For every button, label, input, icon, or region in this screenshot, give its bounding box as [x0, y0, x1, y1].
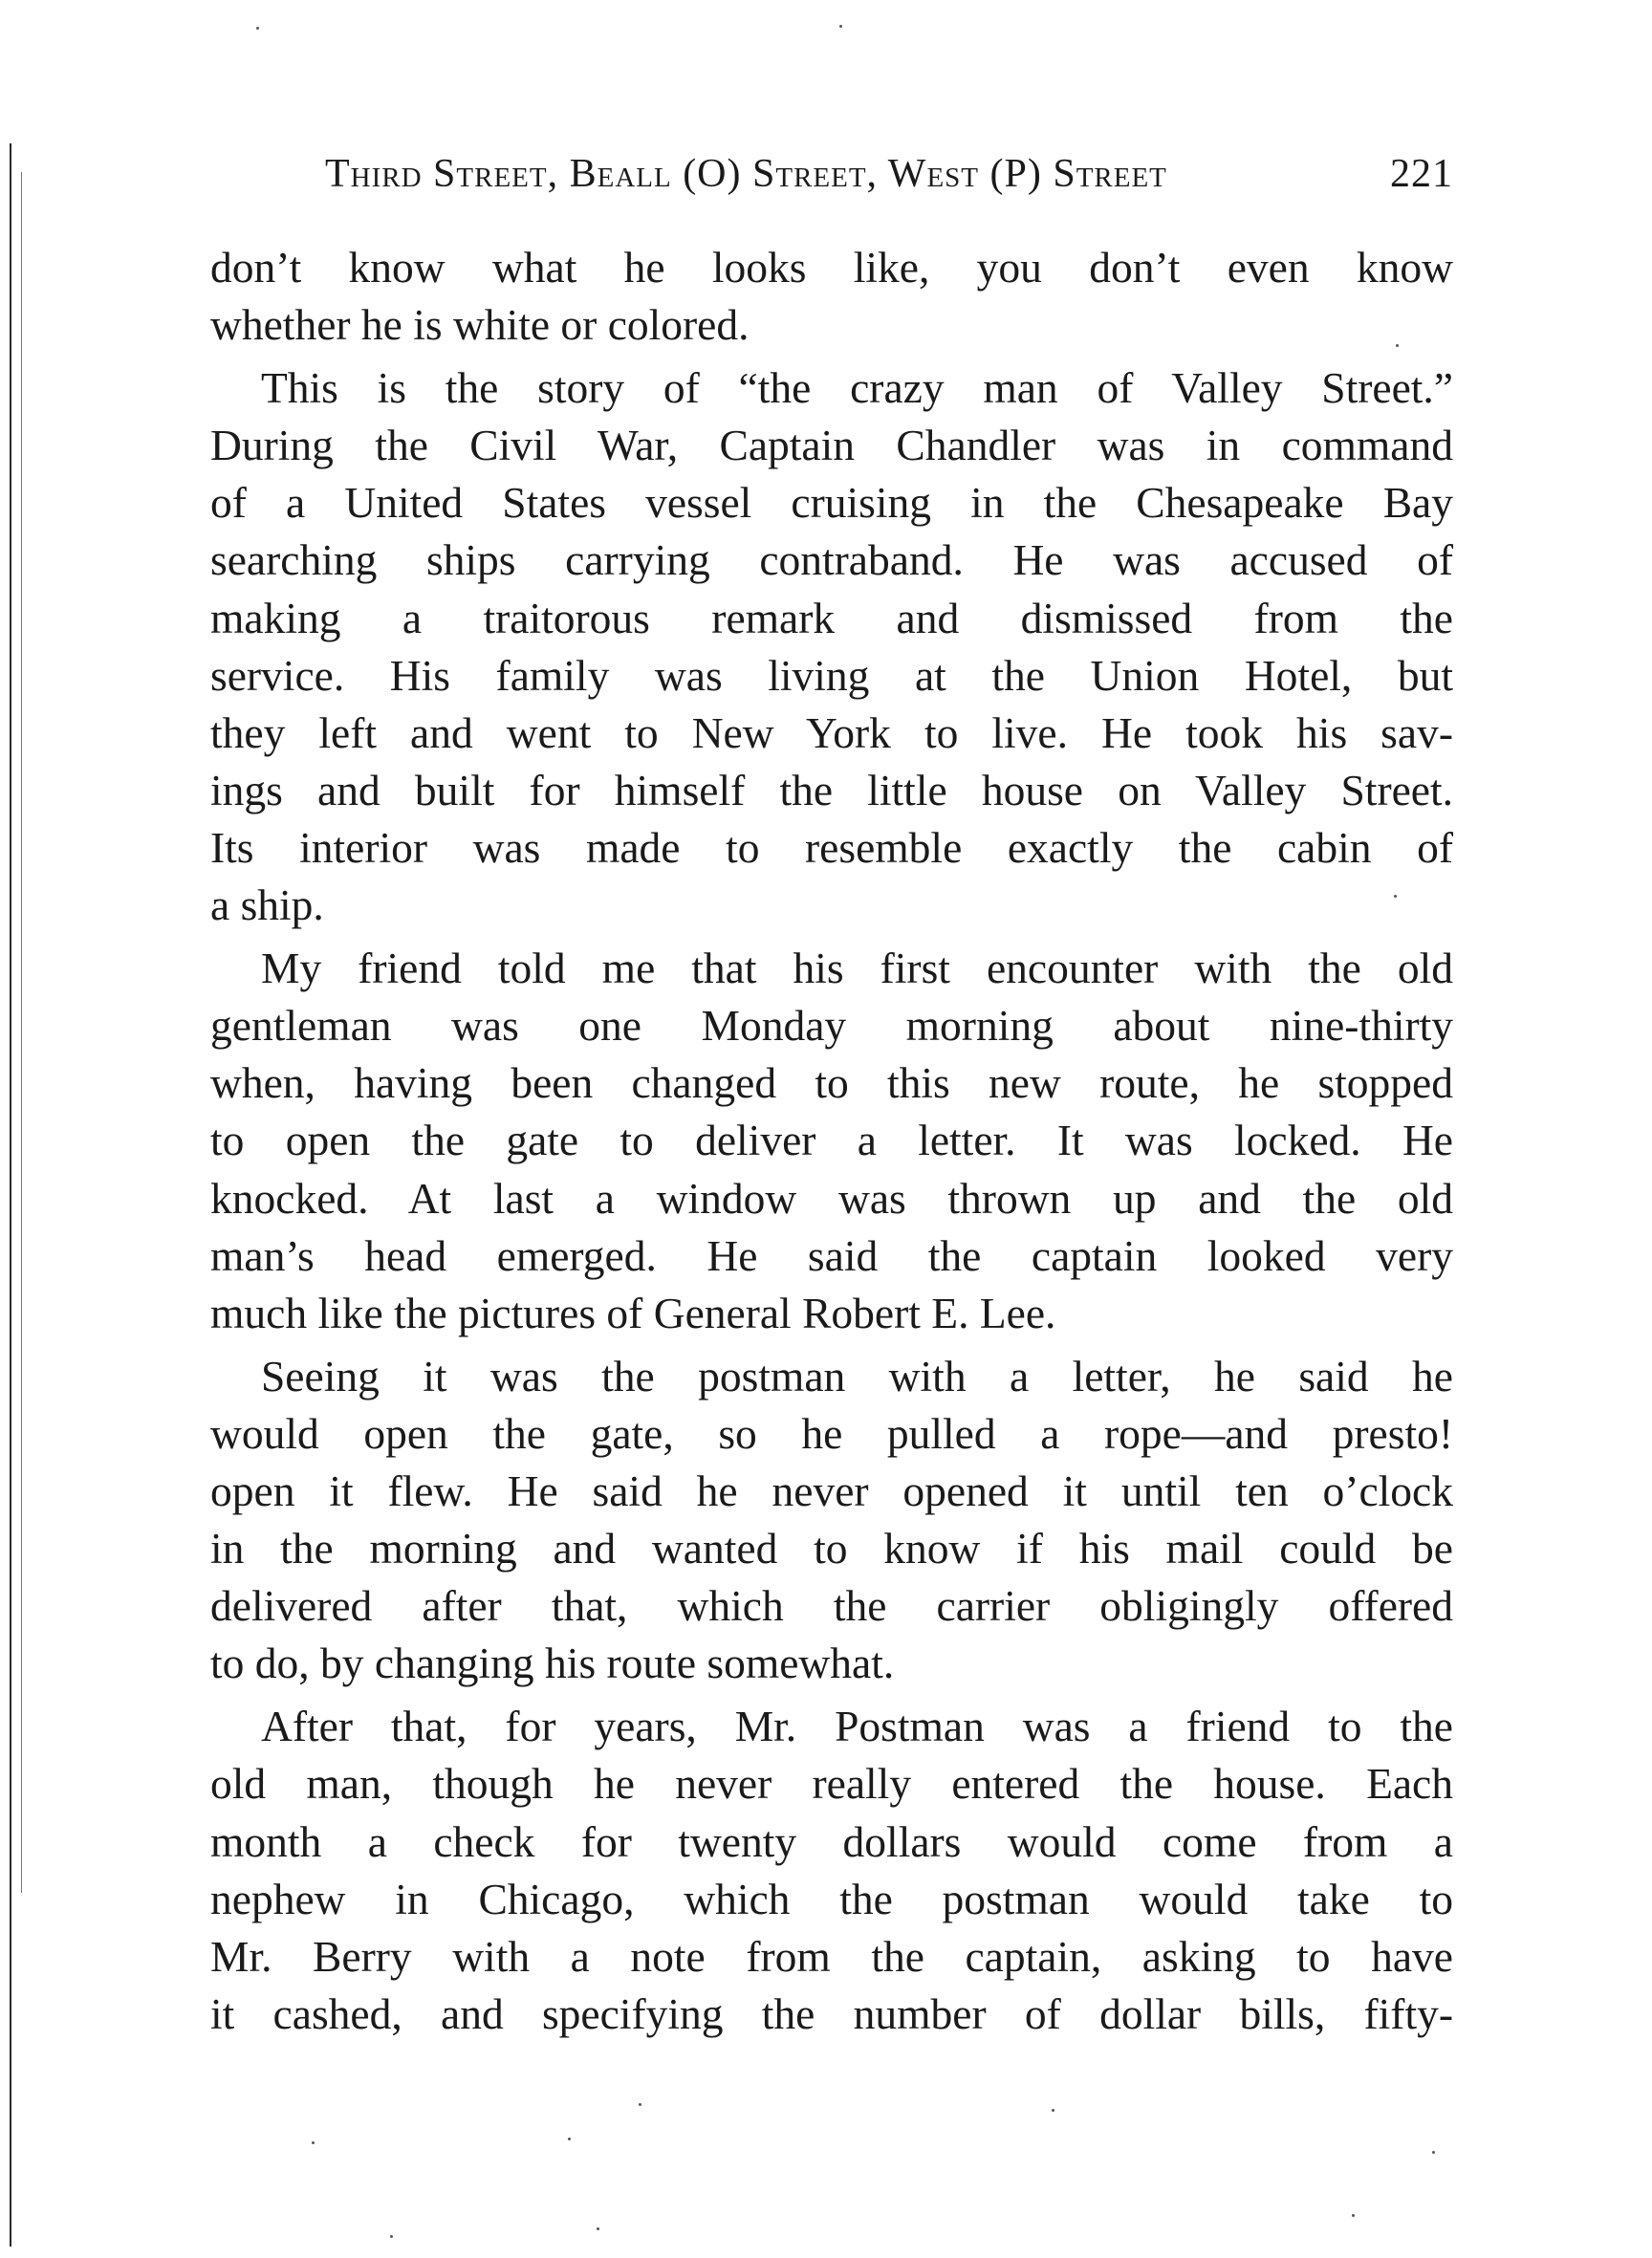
page-number: 221 — [1390, 152, 1453, 196]
text-line: gentleman was one Monday morning about nine-thirty — [210, 1001, 1453, 1051]
text-line: it cashed, and specifying the number of dollar bills, fifty- — [210, 1988, 1453, 2038]
text-line: After that, for years, Mr. Postman was a friend to the — [261, 1702, 1453, 1751]
paragraph — [210, 1698, 1453, 2043]
text-line: in the morning and wanted to know if his mail could be — [210, 1524, 1453, 1574]
text-line: My friend told me that his first encounter with the old — [261, 944, 1453, 993]
text-line: of a United States vessel cruising in the Chesapeake Bay — [210, 478, 1453, 528]
text-line: a ship. — [210, 880, 324, 930]
paper-speck — [639, 2103, 641, 2106]
text-line: Seeing it was the postman with a letter, he said he — [261, 1351, 1453, 1400]
text-line: old man, though he never really entered the house. Each — [210, 1759, 1453, 1809]
text-line: Its interior was made to resemble exactly the cabin of — [210, 822, 1453, 872]
running-head-title: Third Street, Beall (O) Street, West (P) Street — [325, 152, 1167, 196]
paper-speck — [597, 2227, 599, 2230]
text-line: they left and went to New York to live. He took his sav- — [210, 707, 1453, 757]
text-line: searching ships carrying contraband. He was accused of — [210, 535, 1453, 585]
text-line: much like the pictures of General Robert E. Lee. — [210, 1288, 1056, 1337]
text-line: would open the gate, so he pulled a rope—and presto! — [210, 1408, 1453, 1458]
text-line: Mr. Berry with a note from the captain, asking to have — [210, 1931, 1453, 1981]
body-text — [210, 239, 1453, 2043]
paper-speck — [568, 2138, 571, 2140]
paper-speck — [256, 27, 259, 30]
text-line: whether he is white or colored. — [210, 300, 750, 350]
text-line: to do, by changing his route somewhat. — [210, 1639, 895, 1688]
paper-speck — [1352, 2214, 1355, 2217]
paper-speck — [312, 2141, 315, 2144]
binding-edge-shadow — [21, 172, 22, 1893]
paper-speck — [839, 25, 842, 28]
text-line: man’s head emerged. He said the captain looked very — [210, 1230, 1453, 1280]
paragraph — [210, 1348, 1453, 1693]
paper-speck — [1394, 895, 1397, 898]
text-line: This is the story of “the crazy man of Valley Street.” — [261, 363, 1453, 413]
paper-speck — [1396, 344, 1399, 347]
binding-edge-line — [10, 143, 11, 2247]
text-line: making a traitorous remark and dismissed from the — [210, 593, 1453, 642]
text-line: knocked. At last a window was thrown up and the old — [210, 1173, 1453, 1223]
text-line: don’t know what he looks like, you don’t even know — [210, 243, 1453, 292]
text-line: when, having been changed to this new route, he stopped — [210, 1058, 1453, 1108]
text-line: delivered after that, which the carrier obligingly offered — [210, 1581, 1453, 1631]
paragraph — [210, 359, 1453, 934]
paper-speck — [1432, 2151, 1435, 2154]
text-line: service. His family was living at the Union Hotel, but — [210, 650, 1453, 700]
text-line: month a check for twenty dollars would come from a — [210, 1816, 1453, 1866]
text-line: open it flew. He said he never opened it until ten o’clock — [210, 1466, 1453, 1515]
running-head — [325, 151, 1453, 208]
text-line: nephew in Chicago, which the postman would take to — [210, 1874, 1453, 1923]
text-line: to open the gate to deliver a letter. It was locked. He — [210, 1116, 1453, 1165]
paragraph — [210, 239, 1453, 354]
paper-speck — [1052, 2109, 1054, 2112]
paragraph — [210, 940, 1453, 1342]
text-line: ings and built for himself the little house on Valley Street. — [210, 765, 1453, 814]
text-line: During the Civil War, Captain Chandler was in command — [210, 421, 1453, 470]
paper-speck — [390, 2235, 393, 2238]
